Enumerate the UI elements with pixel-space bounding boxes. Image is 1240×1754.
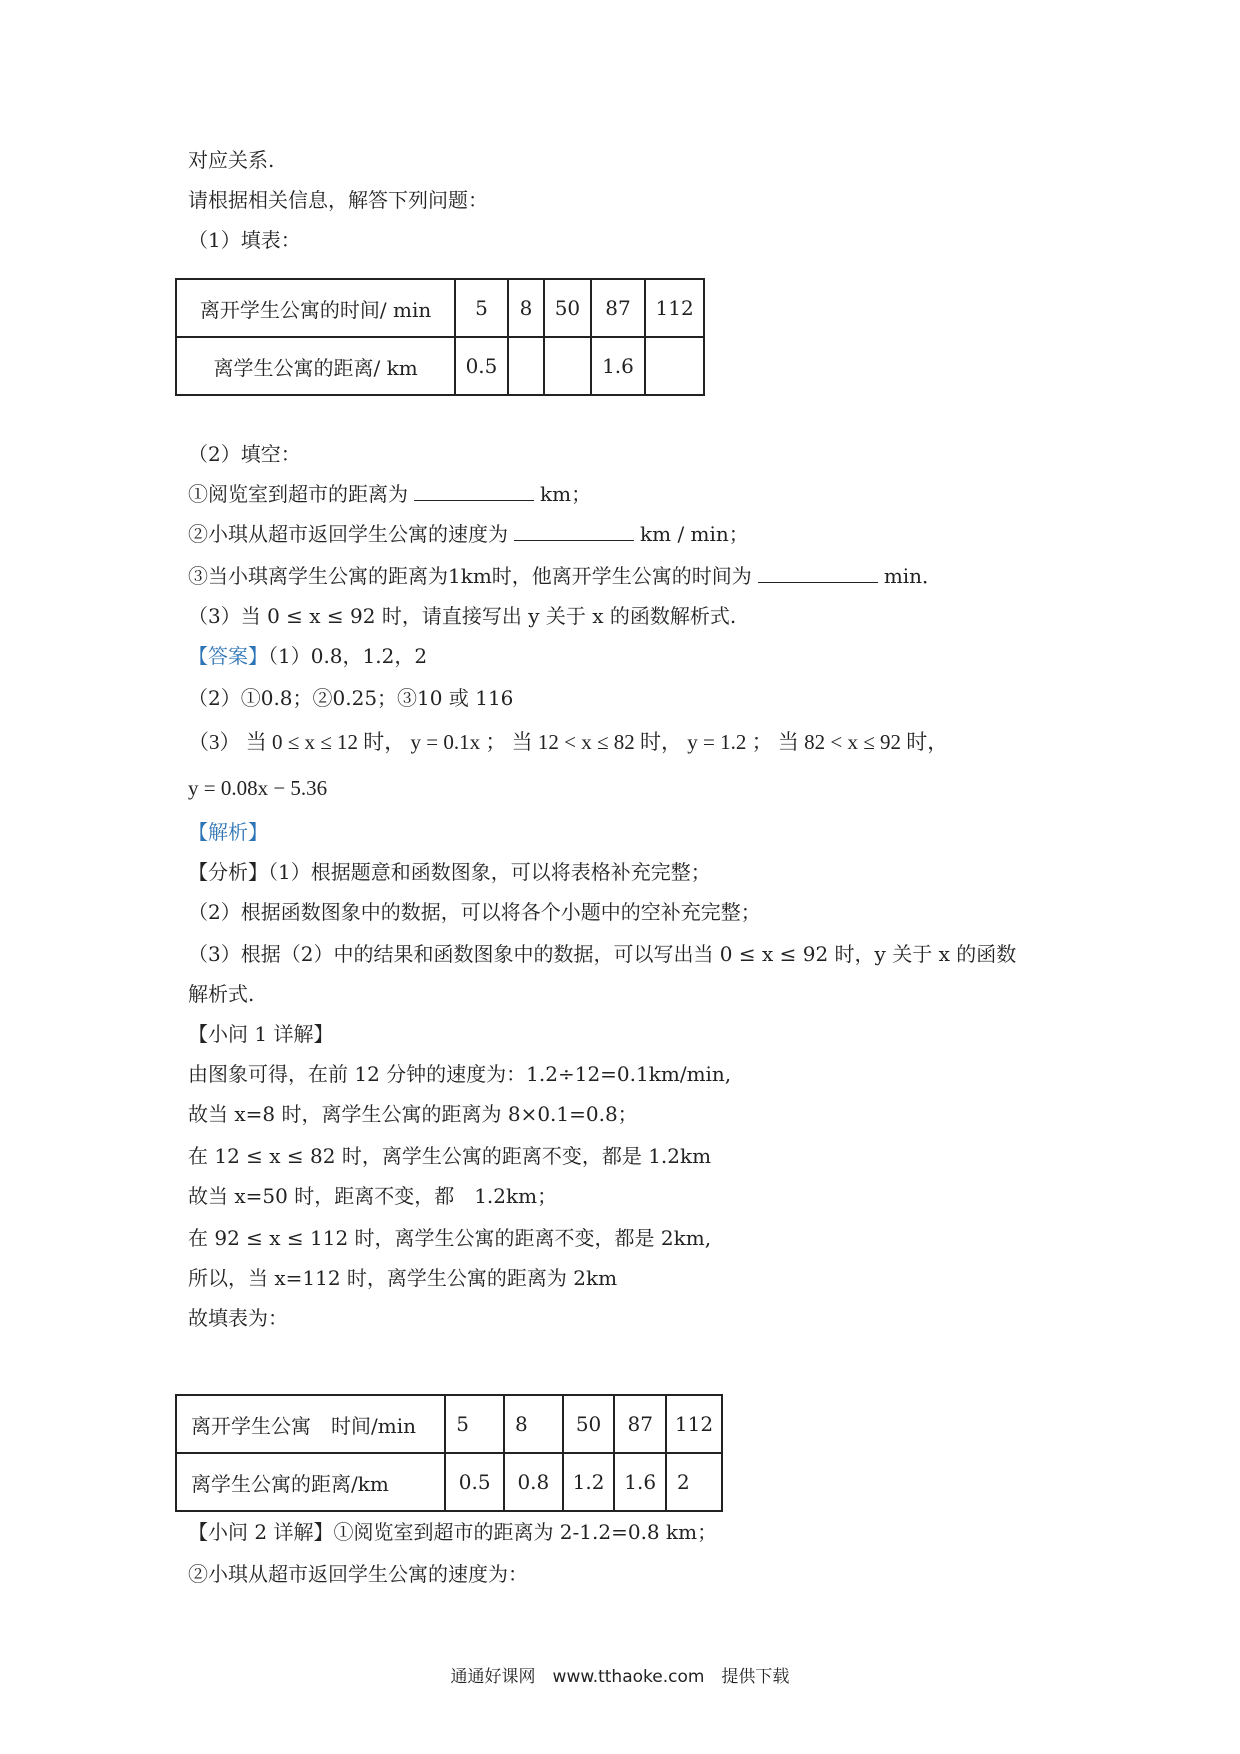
blank-prompt: ②小琪从超市返回学生公寓的速度为 (188, 522, 508, 546)
table-cell: 0.5 (455, 337, 508, 395)
table-cell: 112 (645, 279, 704, 337)
table-cell: 5 (445, 1395, 504, 1453)
table-cell: 50 (544, 279, 591, 337)
table-cell: 1.6 (614, 1453, 666, 1511)
answer-line: （2）①0.8；②0.25；③10 或 116 (188, 686, 514, 710)
question-1-label: （1）填表： (188, 228, 301, 252)
text-line: 解析式. (188, 982, 255, 1006)
text-line: 在 12 ≤ x ≤ 82 时，离学生公寓的距离不变，都是 1.2km (188, 1144, 712, 1168)
table-cell: 8 (504, 1395, 563, 1453)
table-cell (645, 337, 704, 395)
text-line: 故当 x=50 时，距离不变，都 1.2km； (188, 1184, 558, 1208)
unit-text: km； (540, 482, 592, 506)
text-line: （2）根据函数图象中的数据，可以将各个小题中的空补充完整； (188, 900, 761, 924)
text-line: 对应关系. (188, 148, 275, 172)
result-table (175, 1394, 723, 1512)
table-cell: 50 (563, 1395, 615, 1453)
answer-blank (514, 520, 634, 541)
fill-blank-line (188, 562, 942, 590)
blank-prompt: ①阅览室到超市的距离为 (188, 482, 408, 506)
table-header-cell: 离开学生公寓的时间/ min (176, 279, 455, 337)
answer-line (188, 642, 427, 670)
text-line: 在 92 ≤ x ≤ 112 时，离学生公寓的距离不变，都是 2km, (188, 1226, 712, 1250)
text-line: 请根据相关信息，解答下列问题： (188, 188, 488, 212)
table-cell: 112 (666, 1395, 722, 1453)
text-line: 由图象可得，在前 12 分钟的速度为：1.2÷12=0.1km/min, (188, 1062, 732, 1086)
table-cell: 87 (614, 1395, 666, 1453)
section-heading: 【小问 1 详解】 (188, 1022, 334, 1046)
answer-label: 【答案】 (188, 644, 268, 668)
table-cell: 0.5 (445, 1453, 504, 1511)
answer-formula: y = 0.08x − 5.36 (188, 776, 328, 800)
text-line: （3）根据（2）中的结果和函数图象中的数据，可以写出当 0 ≤ x ≤ 92 时，y 关于 x 的函数 (188, 942, 1017, 966)
page-footer: 通通好课网 www.tthaoke.com 提供下载 (450, 1667, 790, 1687)
answer-blank (758, 562, 878, 583)
question-2-label: （2）填空： (188, 442, 301, 466)
text-line: 故当 x=8 时，离学生公寓的距离为 8×0.1=0.8； (188, 1102, 638, 1126)
unit-text: min． (883, 564, 943, 588)
table-header-cell: 离学生公寓的距离/km (176, 1453, 445, 1511)
table-header-cell: 离学生公寓的距离/ km (176, 337, 455, 395)
unit-text: km / min； (640, 522, 749, 546)
text-line: 故填表为： (188, 1306, 288, 1330)
answer-line: （3） 当 0 ≤ x ≤ 12 时， y = 0.1x ； 当 12 < x ≤ 82 时， y = 1.2 ； 当 82 < x ≤ 92 时， (188, 730, 949, 754)
table-cell: 1.6 (591, 337, 646, 395)
answer-blank (414, 480, 534, 501)
table-cell: 5 (455, 279, 508, 337)
answer-text: （1）0.8，1.2，2 (268, 644, 428, 668)
fill-table (175, 278, 705, 396)
text-line: 所以，当 x=112 时，离学生公寓的距离为 2km (188, 1266, 618, 1290)
question-3-text: （3）当 0 ≤ x ≤ 92 时，请直接写出 y 关于 x 的函数解析式. (188, 604, 737, 628)
analysis-label: 【解析】 (188, 820, 268, 844)
fill-blank-line (188, 480, 591, 508)
table-cell: 8 (508, 279, 544, 337)
table-cell: 2 (666, 1453, 722, 1511)
section-heading: 【小问 2 详解】①阅览室到超市的距离为 2-1.2=0.8 km； (188, 1520, 718, 1544)
fill-blank-line (188, 520, 749, 548)
text-line: 【分析】（1）根据题意和函数图象，可以将表格补充完整； (188, 860, 711, 884)
table-cell (508, 337, 544, 395)
table-cell (544, 337, 591, 395)
text-line: ②小琪从超市返回学生公寓的速度为： (188, 1562, 528, 1586)
table-cell: 0.8 (504, 1453, 563, 1511)
table-header-cell: 离开学生公寓 时间/min (176, 1395, 445, 1453)
table-cell: 87 (591, 279, 646, 337)
blank-prompt: ③当小琪离学生公寓的距离为1km时，他离开学生公寓的时间为 (188, 564, 752, 588)
table-cell: 1.2 (563, 1453, 615, 1511)
